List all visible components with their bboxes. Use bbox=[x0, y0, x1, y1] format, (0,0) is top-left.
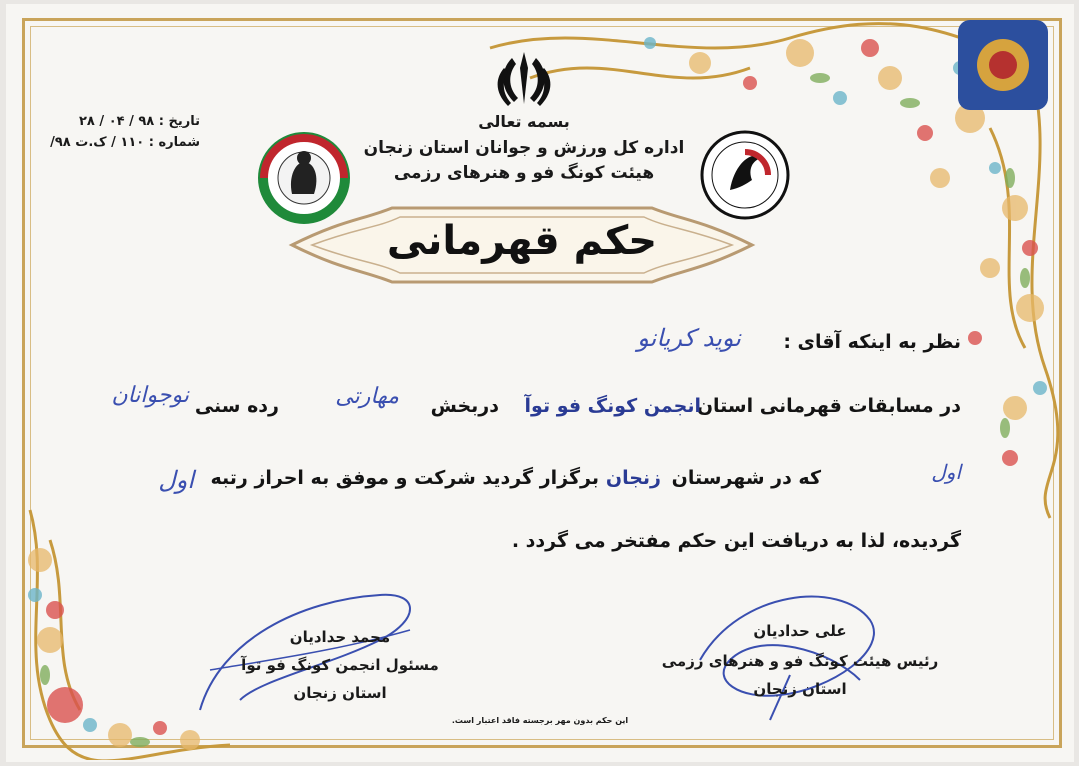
section-label: دربخش bbox=[430, 395, 499, 417]
section-handwritten: مهارتی bbox=[335, 384, 399, 409]
city-name: زنجان bbox=[605, 467, 661, 489]
footer-note: این حکم بدون مهر برجسته فاقد اعتبار است. bbox=[451, 716, 629, 725]
competition-text: در مسابقات قهرمانی استان bbox=[696, 395, 961, 417]
right-signatory-place: استان زنجان bbox=[753, 680, 847, 698]
age-group-handwritten: نوجوانان bbox=[111, 383, 189, 408]
age-group-label: رده سنی bbox=[194, 395, 279, 417]
right-signatory-title: رئیس هیئت کونگ فو و هنرهای رزمی bbox=[661, 652, 939, 670]
left-signatory-name: محمد حدادیان bbox=[289, 628, 391, 646]
association-name: انجمن کونگ فو توآ bbox=[524, 395, 701, 417]
left-signatory-place: استان زنجان bbox=[293, 684, 387, 702]
recipient-label: نظر به اینکه آقای : bbox=[783, 331, 961, 353]
recipient-name-handwritten: نوید کریانو bbox=[637, 324, 741, 352]
weight-kata-handwritten: اول bbox=[931, 460, 961, 484]
org-line-2: هیئت کونگ فو و هنرهای رزمی bbox=[393, 163, 655, 183]
closing-text: گردیده، لذا به دریافت این حکم مفتخر می گردد . bbox=[511, 530, 961, 552]
number-text: شماره : ۱۱۰ / ک.ت ۹۸/ bbox=[50, 135, 200, 150]
rank-text: برگزار گردید شرکت و موفق به احراز رتبه bbox=[210, 467, 599, 489]
basmala-text: بسمه تعالی bbox=[478, 112, 570, 131]
city-text: که در شهرستان bbox=[671, 467, 821, 489]
date-text: تاریخ : ۹۸ / ۰۴ / ۲۸ bbox=[79, 114, 200, 129]
certificate-title: حکم قهرمانی bbox=[386, 218, 658, 264]
iran-emblem-icon bbox=[494, 48, 554, 110]
left-signatory-title: مسئول انجمن کونگ فو توآ bbox=[241, 656, 439, 674]
signature-left bbox=[180, 580, 440, 730]
org-line-1: اداره کل ورزش و جوانان استان زنجان bbox=[363, 138, 685, 158]
rank-handwritten: اول bbox=[158, 466, 194, 494]
right-signatory-name: علی حدادیان bbox=[753, 622, 847, 640]
